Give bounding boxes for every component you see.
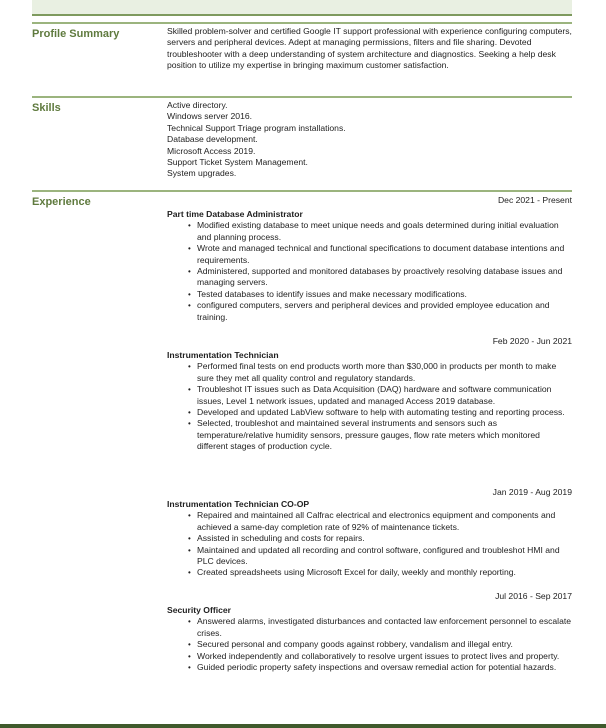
job-bullet: • Troubleshot IT issues such as Data Acquisition (DAQ) hardware and software communication issues, Level 1 network issues, updated and managed Access 2019 database.: [197, 384, 572, 407]
job-bullet: • Maintained and updated all recording and control software, configured and troubleshot HMI and PLC devices.: [197, 545, 572, 568]
job-bullet: • Selected, troubleshot and maintained several instruments and sensors such as temperature/relative humidity sensors, pressure gauges, flow rate meters which monitored different stages of production cycle.: [197, 418, 572, 452]
job-bullet: • Tested databases to identify issues and make necessary modifications.: [197, 289, 572, 300]
job-bullet: • Answered alarms, investigated disturbances and contacted law enforcement personnel to escalate crises.: [197, 616, 572, 639]
job-entry: [167, 195, 572, 323]
job-bullet: • Repaired and maintained all Calfrac electrical and electronics equipment and components and achieved a same-day completion rate of 92% of maintenance tickets.: [197, 510, 572, 533]
job-title: Instrumentation Technician CO-OP: [167, 499, 310, 509]
job-bullet: • Worked independently and collaboratively to resolve urgent issues to protect lives and property.: [197, 651, 572, 662]
skills-section: [32, 96, 572, 179]
job-bullet: • Administered, supported and monitored databases by proactively resolving database issues and managing servers.: [197, 266, 572, 289]
job-bullet: • Secured personal and company goods against robbery, vandalism and illegal entry.: [197, 639, 572, 650]
skill-item: Active directory.: [167, 100, 228, 110]
job-bullet: • configured computers, servers and peripheral devices and provided employee education and training.: [197, 300, 572, 323]
job-bullets: [167, 510, 572, 578]
profile-summary-heading: Profile Summary: [32, 28, 120, 40]
job-bullets: [167, 361, 572, 452]
job-bullet: • Wrote and managed technical and functional specifications to document database intentions and requirements.: [197, 243, 572, 266]
job-title: Instrumentation Technician: [167, 350, 279, 360]
job-entry: [167, 591, 572, 673]
profile-summary-section: [32, 22, 572, 71]
footer-strip: [0, 724, 606, 728]
job-entry: [167, 336, 572, 453]
job-dates: Jan 2019 - Aug 2019: [492, 487, 572, 497]
job-bullet: • Performed final tests on end products worth more than $30,000 in products per month to make sure they met all quality control and regulatory standards.: [197, 361, 572, 384]
job-dates: Jul 2016 - Sep 2017: [495, 591, 572, 601]
job-title: Security Officer: [167, 605, 231, 615]
skill-item: Microsoft Access 2019.: [167, 145, 256, 156]
experience-heading: Experience: [32, 196, 91, 208]
job-dates: Dec 2021 - Present: [497, 195, 572, 205]
skills-heading: Skills: [32, 102, 61, 114]
header-strip: [32, 0, 572, 16]
job-bullets: [167, 616, 572, 673]
skill-item: Support Ticket System Management.: [167, 157, 308, 168]
experience-section: [32, 190, 572, 722]
job-bullet: • Developed and updated LabView software to help with automating testing and reporting process.: [197, 407, 572, 418]
job-bullet: • Modified existing database to meet unique needs and goals determined during initial evaluation and planning process.: [197, 220, 572, 243]
job-bullet: • Created spreadsheets using Microsoft Excel for daily, weekly and monthly reporting.: [197, 567, 572, 578]
job-bullet: • Guided periodic property safety inspections and oversaw remedial action for potential hazards.: [197, 662, 572, 673]
skill-item: System upgrades.: [167, 168, 237, 179]
skill-item: Database development.: [167, 134, 258, 145]
job-bullet: • Assisted in scheduling and costs for repairs.: [197, 533, 572, 544]
skills-list: [167, 100, 572, 180]
skill-item: Windows server 2016.: [167, 111, 253, 122]
profile-summary-text: Skilled problem-solver and certified Google IT support professional with experience configuring computers, servers and peripheral devices. Adept at managing permissions, filters and file sharing. Devoted troubleshooter with a deep understanding of system architecture and diagnostics. Seeking a help desk position to utilize my expertise in bringing maximum customer satisfaction.: [167, 26, 572, 71]
job-title: Part time Database Administrator: [167, 209, 303, 219]
skill-item: Technical Support Triage program installations.: [167, 122, 346, 133]
job-dates: Feb 2020 - Jun 2021: [492, 336, 572, 346]
job-bullets: [167, 220, 572, 323]
job-entry: [167, 487, 572, 579]
